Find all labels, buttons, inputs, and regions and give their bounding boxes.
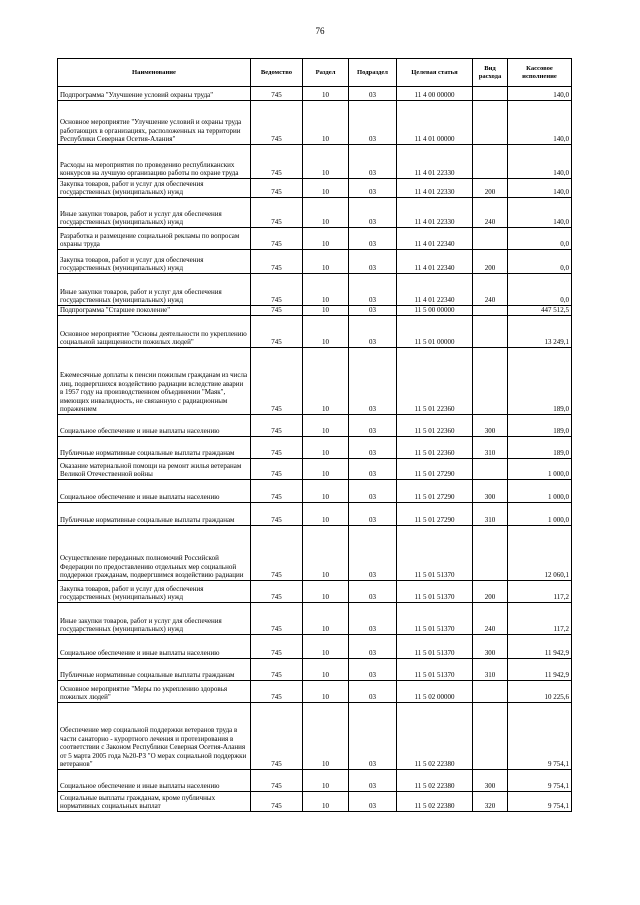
cell-name: Подпрограмма "Старшее поколение" [58, 306, 251, 316]
cell-razdel: 10 [303, 581, 349, 603]
cell-cash-execution: 0,0 [508, 250, 572, 274]
cell-razdel: 10 [303, 703, 349, 770]
cell-name: Социальное обеспечение и иные выплаты населению [58, 635, 251, 659]
cell-ved: 745 [251, 659, 303, 681]
cell-ved: 745 [251, 526, 303, 581]
table-row [58, 87, 572, 101]
cell-name: Публичные нормативные социальные выплаты гражданам [58, 503, 251, 526]
cell-podrazdel: 03 [349, 101, 397, 145]
cell-cash-execution: 11 942,9 [508, 635, 572, 659]
cell-razdel: 10 [303, 437, 349, 459]
cell-expense-type [473, 228, 508, 250]
cell-target-article: 11 4 01 22330 [397, 179, 473, 198]
cell-cash-execution: 447 512,5 [508, 306, 572, 316]
cell-target-article: 11 4 00 00000 [397, 87, 473, 101]
table-row [58, 101, 572, 145]
cell-name: Разработка и размещение социальной рекламы по вопросам охраны труда [58, 228, 251, 250]
cell-name: Закупка товаров, работ и услуг для обеспечения государственных (муниципальных) нужд [58, 179, 251, 198]
cell-target-article: 11 5 02 22380 [397, 770, 473, 792]
cell-expense-type: 240 [473, 198, 508, 228]
cell-podrazdel: 03 [349, 770, 397, 792]
cell-ved: 745 [251, 437, 303, 459]
cell-expense-type [473, 101, 508, 145]
cell-name: Осуществление переданных полномочий Российской Федерации по предоставлению отдельных мер социальной поддержки гражданам, подвергшимся воздействию радиации [58, 526, 251, 581]
cell-cash-execution: 140,0 [508, 198, 572, 228]
cell-razdel: 10 [303, 503, 349, 526]
cell-ved: 745 [251, 792, 303, 812]
cell-target-article: 11 4 01 22340 [397, 228, 473, 250]
cell-podrazdel: 03 [349, 316, 397, 348]
cell-ved: 745 [251, 635, 303, 659]
cell-name: Ежемесячные доплаты к пенсии пожилым гражданам из числа лиц, подвергшихся воздействию радиации вследствие аварии в 1957 году на производственном объединении "Маяк", имеющих инвалидность, не связанную с радиационным поражением [58, 348, 251, 415]
cell-ved: 745 [251, 306, 303, 316]
cell-podrazdel: 03 [349, 306, 397, 316]
cell-podrazdel: 03 [349, 274, 397, 306]
cell-expense-type: 310 [473, 437, 508, 459]
page-number: 76 [315, 26, 325, 36]
table-row [58, 635, 572, 659]
cell-target-article: 11 5 02 00000 [397, 681, 473, 703]
cell-cash-execution: 189,0 [508, 415, 572, 437]
cell-expense-type [473, 348, 508, 415]
cell-ved: 745 [251, 770, 303, 792]
table-row [58, 415, 572, 437]
cell-expense-type: 300 [473, 635, 508, 659]
cell-cash-execution: 1 000,0 [508, 503, 572, 526]
cell-name: Закупка товаров, работ и услуг для обеспечения государственных (муниципальных) нужд [58, 250, 251, 274]
cell-podrazdel: 03 [349, 603, 397, 635]
cell-expense-type: 300 [473, 770, 508, 792]
cell-podrazdel: 03 [349, 480, 397, 503]
cell-ved: 745 [251, 274, 303, 306]
cell-podrazdel: 03 [349, 179, 397, 198]
table-row [58, 603, 572, 635]
header-target-article: Целевая статья [397, 59, 473, 87]
table-row [58, 703, 572, 770]
table-row [58, 681, 572, 703]
cell-cash-execution: 140,0 [508, 101, 572, 145]
cell-target-article: 11 4 01 22340 [397, 274, 473, 306]
cell-ved: 745 [251, 101, 303, 145]
cell-razdel: 10 [303, 316, 349, 348]
cell-expense-type: 300 [473, 480, 508, 503]
cell-cash-execution: 189,0 [508, 437, 572, 459]
cell-ved: 745 [251, 503, 303, 526]
cell-ved: 745 [251, 228, 303, 250]
cell-cash-execution: 140,0 [508, 87, 572, 101]
table-row [58, 316, 572, 348]
cell-podrazdel: 03 [349, 459, 397, 480]
cell-expense-type [473, 681, 508, 703]
cell-podrazdel: 03 [349, 198, 397, 228]
cell-cash-execution: 12 060,1 [508, 526, 572, 581]
cell-razdel: 10 [303, 348, 349, 415]
cell-ved: 745 [251, 415, 303, 437]
cell-cash-execution: 117,2 [508, 603, 572, 635]
cell-name: Социальное обеспечение и иные выплаты населению [58, 480, 251, 503]
cell-razdel: 10 [303, 87, 349, 101]
cell-podrazdel: 03 [349, 437, 397, 459]
cell-target-article: 11 5 01 22360 [397, 415, 473, 437]
table-row [58, 480, 572, 503]
cell-expense-type: 300 [473, 415, 508, 437]
table-header-row [58, 59, 572, 87]
cell-target-article: 11 5 01 27290 [397, 480, 473, 503]
cell-razdel: 10 [303, 659, 349, 681]
header-ved: Ведомство [251, 59, 303, 87]
table-row [58, 792, 572, 812]
cell-name: Иные закупки товаров, работ и услуг для обеспечения государственных (муниципальных) нужд [58, 603, 251, 635]
cell-target-article: 11 5 01 51370 [397, 659, 473, 681]
cell-ved: 745 [251, 348, 303, 415]
table-row [58, 274, 572, 306]
cell-cash-execution: 0,0 [508, 274, 572, 306]
cell-expense-type: 200 [473, 250, 508, 274]
cell-name: Социальные выплаты гражданам, кроме публичных нормативных социальных выплат [58, 792, 251, 812]
cell-expense-type [473, 145, 508, 179]
table-row [58, 306, 572, 316]
cell-razdel: 10 [303, 635, 349, 659]
cell-cash-execution: 1 000,0 [508, 459, 572, 480]
header-podrazdel: Подраздел [349, 59, 397, 87]
cell-expense-type: 320 [473, 792, 508, 812]
cell-ved: 745 [251, 681, 303, 703]
cell-ved: 745 [251, 581, 303, 603]
cell-razdel: 10 [303, 681, 349, 703]
cell-ved: 745 [251, 703, 303, 770]
table-row [58, 250, 572, 274]
cell-podrazdel: 03 [349, 145, 397, 179]
cell-expense-type: 240 [473, 603, 508, 635]
table-row [58, 179, 572, 198]
cell-name: Закупка товаров, работ и услуг для обеспечения государственных (муниципальных) нужд [58, 581, 251, 603]
cell-expense-type [473, 306, 508, 316]
cell-podrazdel: 03 [349, 87, 397, 101]
cell-razdel: 10 [303, 792, 349, 812]
cell-razdel: 10 [303, 526, 349, 581]
cell-expense-type: 200 [473, 179, 508, 198]
cell-ved: 745 [251, 145, 303, 179]
header-name: Наименование [58, 59, 251, 87]
cell-ved: 745 [251, 459, 303, 480]
cell-expense-type [473, 459, 508, 480]
cell-target-article: 11 5 01 00000 [397, 316, 473, 348]
header-cash-execution: Кассовое исполнение [508, 59, 572, 87]
table-row [58, 145, 572, 179]
cell-name: Иные закупки товаров, работ и услуг для обеспечения государственных (муниципальных) нужд [58, 274, 251, 306]
budget-execution-table [57, 58, 572, 812]
cell-cash-execution: 11 942,9 [508, 659, 572, 681]
cell-name: Социальное обеспечение и иные выплаты населению [58, 415, 251, 437]
cell-ved: 745 [251, 250, 303, 274]
cell-target-article: 11 5 01 51370 [397, 603, 473, 635]
cell-cash-execution: 9 754,1 [508, 770, 572, 792]
cell-target-article: 11 4 01 22330 [397, 145, 473, 179]
cell-name: Оказание материальной помощи на ремонт жилья ветеранам Великой Отечественной войны [58, 459, 251, 480]
cell-podrazdel: 03 [349, 228, 397, 250]
cell-target-article: 11 5 02 22380 [397, 792, 473, 812]
cell-ved: 745 [251, 480, 303, 503]
cell-cash-execution: 13 249,1 [508, 316, 572, 348]
cell-name: Подпрограмма "Улучшение условий охраны труда" [58, 87, 251, 101]
cell-name: Обеспечение мер социальной поддержки ветеранов труда в части санаторно - курортного лечения и протезирования в соответствии с Законом Республики Северная Осетия-Алания от 5 марта 2005 года №20-РЗ "О мерах социальной поддержки ветеранов" [58, 703, 251, 770]
cell-expense-type [473, 526, 508, 581]
cell-podrazdel: 03 [349, 415, 397, 437]
cell-name: Публичные нормативные социальные выплаты гражданам [58, 437, 251, 459]
cell-podrazdel: 03 [349, 635, 397, 659]
cell-podrazdel: 03 [349, 526, 397, 581]
cell-target-article: 11 4 01 22340 [397, 250, 473, 274]
cell-cash-execution: 0,0 [508, 228, 572, 250]
cell-razdel: 10 [303, 603, 349, 635]
cell-target-article: 11 5 00 00000 [397, 306, 473, 316]
cell-ved: 745 [251, 87, 303, 101]
cell-expense-type: 310 [473, 659, 508, 681]
cell-podrazdel: 03 [349, 250, 397, 274]
cell-podrazdel: 03 [349, 703, 397, 770]
cell-cash-execution: 189,0 [508, 348, 572, 415]
cell-target-article: 11 5 02 22380 [397, 703, 473, 770]
cell-podrazdel: 03 [349, 348, 397, 415]
cell-razdel: 10 [303, 415, 349, 437]
cell-razdel: 10 [303, 145, 349, 179]
cell-razdel: 10 [303, 459, 349, 480]
cell-expense-type [473, 316, 508, 348]
cell-razdel: 10 [303, 480, 349, 503]
cell-ved: 745 [251, 316, 303, 348]
table-row [58, 503, 572, 526]
cell-target-article: 11 5 01 51370 [397, 526, 473, 581]
cell-cash-execution: 9 754,1 [508, 792, 572, 812]
cell-razdel: 10 [303, 179, 349, 198]
cell-target-article: 11 4 01 22330 [397, 198, 473, 228]
cell-target-article: 11 5 01 27290 [397, 503, 473, 526]
cell-target-article: 11 5 01 22360 [397, 437, 473, 459]
cell-razdel: 10 [303, 101, 349, 145]
cell-cash-execution: 10 225,6 [508, 681, 572, 703]
cell-razdel: 10 [303, 770, 349, 792]
cell-name: Расходы на мероприятия по проведению республиканских конкурсов на лучшую организацию работы по охране труда [58, 145, 251, 179]
cell-razdel: 10 [303, 228, 349, 250]
cell-name: Основное мероприятие "Основы деятельности по укреплению социальной защищенности пожилых людей" [58, 316, 251, 348]
cell-expense-type: 200 [473, 581, 508, 603]
table-row [58, 198, 572, 228]
cell-expense-type: 310 [473, 503, 508, 526]
table-row [58, 659, 572, 681]
cell-name: Иные закупки товаров, работ и услуг для обеспечения государственных (муниципальных) нужд [58, 198, 251, 228]
cell-cash-execution: 1 000,0 [508, 480, 572, 503]
cell-podrazdel: 03 [349, 681, 397, 703]
cell-cash-execution: 117,2 [508, 581, 572, 603]
cell-expense-type [473, 87, 508, 101]
cell-name: Основное мероприятие "Меры по укреплению здоровья пожилых людей" [58, 681, 251, 703]
table-row [58, 459, 572, 480]
cell-podrazdel: 03 [349, 659, 397, 681]
cell-podrazdel: 03 [349, 503, 397, 526]
cell-name: Социальное обеспечение и иные выплаты населению [58, 770, 251, 792]
table-row [58, 581, 572, 603]
header-expense-type: Вид расхода [473, 59, 508, 87]
cell-target-article: 11 4 01 00000 [397, 101, 473, 145]
cell-podrazdel: 03 [349, 581, 397, 603]
cell-expense-type: 240 [473, 274, 508, 306]
cell-target-article: 11 5 01 51370 [397, 581, 473, 603]
cell-razdel: 10 [303, 306, 349, 316]
header-razdel: Раздел [303, 59, 349, 87]
cell-cash-execution: 140,0 [508, 179, 572, 198]
cell-target-article: 11 5 01 22360 [397, 348, 473, 415]
cell-name: Публичные нормативные социальные выплаты гражданам [58, 659, 251, 681]
table-row [58, 228, 572, 250]
table-row [58, 348, 572, 415]
cell-ved: 745 [251, 603, 303, 635]
cell-razdel: 10 [303, 250, 349, 274]
cell-cash-execution: 9 754,1 [508, 703, 572, 770]
table-row [58, 526, 572, 581]
cell-ved: 745 [251, 179, 303, 198]
cell-expense-type [473, 703, 508, 770]
cell-razdel: 10 [303, 198, 349, 228]
cell-target-article: 11 5 01 27290 [397, 459, 473, 480]
table-row [58, 437, 572, 459]
cell-podrazdel: 03 [349, 792, 397, 812]
cell-ved: 745 [251, 198, 303, 228]
cell-cash-execution: 140,0 [508, 145, 572, 179]
cell-name: Основное мероприятие "Улучшение условий и охраны труда работающих в организациях, расположенных на территории Республики Северная Осетия-Алания" [58, 101, 251, 145]
table-row [58, 770, 572, 792]
cell-razdel: 10 [303, 274, 349, 306]
cell-target-article: 11 5 01 51370 [397, 635, 473, 659]
